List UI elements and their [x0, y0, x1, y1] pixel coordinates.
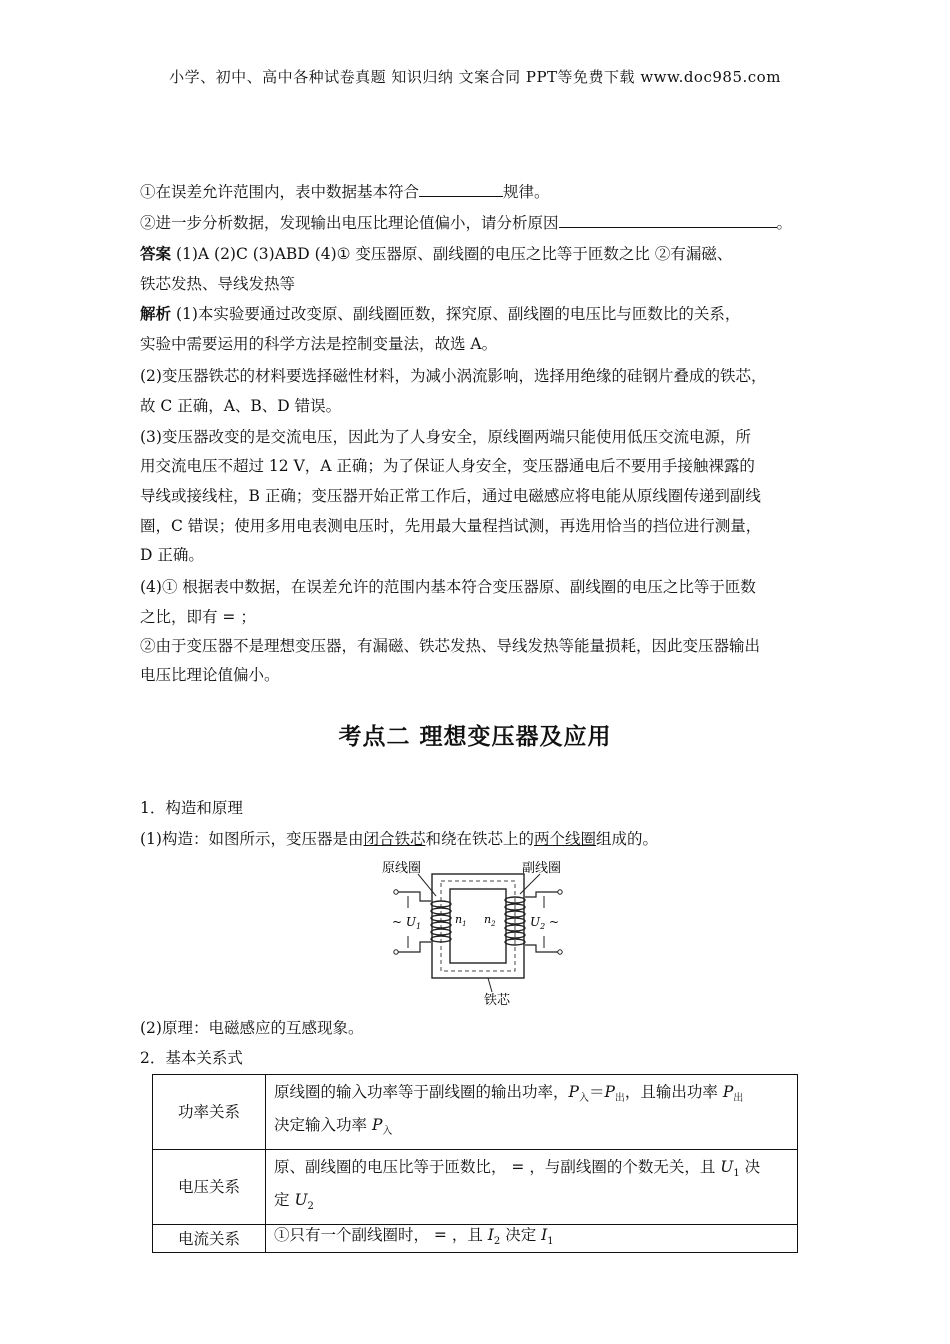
svg-text:n1 — [455, 913, 467, 928]
primary-coil — [431, 901, 451, 942]
analysis-line: 用交流电压不超过 12 V，A 正确；为了保证人身安全，变压器通电后不要用手接触裸露的 — [140, 457, 755, 475]
q2-tail: 。 — [776, 214, 793, 232]
core-inner — [450, 889, 506, 963]
analysis-label: 解析 — [140, 304, 172, 323]
table-key-current: 电流关系 — [153, 1225, 266, 1253]
q1-text: ①在误差允许范围内，表中数据基本符合 — [140, 183, 420, 201]
analysis-line-1 — [140, 302, 740, 324]
q1-tail: 规律。 — [503, 183, 550, 201]
q2-text: ②进一步分析数据，发现输出电压比理论值偏小，请分析原因 — [140, 214, 559, 232]
analysis-line: 圈，C 错误；使用多用电表测电压时，先用最大量程挡试测，再选用恰当的挡位进行测量， — [140, 517, 762, 535]
table-key-voltage: 电压关系 — [153, 1150, 266, 1225]
question-2 — [140, 211, 792, 233]
svg-text:~ U1 — [392, 915, 421, 931]
table-value-power: 原线圈的输入功率等于副线圈的输出功率，$P_入=P_出$，且输出功率 $P_出$ 决定输入功率 $P_入$ — [266, 1075, 798, 1150]
analysis-text: (1)本实验要通过改变原、副线圈匝数，探究原、副线圈的电压比与匝数比的关系， — [171, 305, 741, 323]
table-row — [153, 1225, 798, 1253]
table-value-voltage: 原、副线圈的电压比等于匝数比， = ，与副线圈的个数无关，且 $U_1$ 决 定 $U_2$ — [266, 1150, 798, 1225]
p1-text: 和绕在铁芯上的 — [425, 830, 534, 848]
primary-coil-label: 原线圈 — [382, 861, 422, 876]
secondary-coil-label: 副线圈 — [522, 861, 562, 876]
analysis-line: 之比，即有 = ； — [140, 608, 256, 626]
analysis-line: D 正确。 — [140, 546, 204, 564]
relations-table — [152, 1074, 798, 1253]
core-label: 铁芯 — [484, 993, 511, 1006]
answer-text: (1)A (2)C (3)ABD (4)① 变压器原、副线圈的电压之比等于匝数之比 ②有漏磁、 — [171, 245, 733, 263]
page-header: 小学、初中、高中各种试卷真题 知识归纳 文案合同 PPT等免费下载 www.doc985.com — [169, 68, 781, 86]
answer-label: 答案 — [140, 244, 172, 263]
svg-text:U2 ~ — [530, 915, 559, 931]
table-row — [153, 1150, 798, 1225]
answer-line-1 — [140, 242, 732, 264]
section-title: 考点二 理想变压器及应用 — [338, 723, 612, 750]
answer-line-2: 铁芯发热、导线发热等 — [140, 275, 296, 293]
p1-text: 组成的。 — [596, 830, 659, 848]
analysis-line: (3)变压器改变的是交流电压，因此为了人身安全，原线圈两端只能使用低压交流电源，所 — [140, 428, 751, 446]
answer-blank-1 — [419, 182, 503, 197]
closed-core-term: 闭合铁芯 — [363, 830, 426, 848]
table-value-current: ①只有一个副线圈时， = ，且 $I_2$ 决定 $I_1$ — [266, 1225, 798, 1253]
principle-paragraph: (2)原理：电磁感应的互感现象。 — [140, 1019, 364, 1037]
answer-blank-2 — [559, 213, 777, 228]
table-key-power: 功率关系 — [153, 1075, 266, 1150]
analysis-line: ②由于变压器不是理想变压器，有漏磁、铁芯发热、导线发热等能量损耗，因此变压器输出 — [140, 637, 761, 655]
flux-path — [441, 881, 515, 971]
n1-sub: 1 — [462, 920, 467, 928]
u2-label: U — [530, 915, 541, 929]
transformer-diagram — [380, 856, 580, 1006]
question-1 — [140, 180, 550, 202]
u1-sub: 1 — [415, 922, 422, 931]
table-row — [153, 1075, 798, 1150]
analysis-line: (2)变压器铁芯的材料要选择磁性材料，为减小涡流影响，选择用绝缘的硅钢片叠成的铁芯， — [140, 367, 767, 385]
subsection-heading-1: 1．构造和原理 — [140, 799, 243, 817]
two-coils-term: 两个线圈 — [534, 830, 597, 848]
svg-text:n2 — [484, 913, 496, 928]
p1-text: (1)构造：如图所示，变压器是由 — [140, 830, 364, 848]
analysis-line: 实验中需要运用的科学方法是控制变量法，故选 A。 — [140, 335, 498, 353]
u2-tilde: ~ — [545, 915, 560, 929]
analysis-line: 导线或接线柱，B 正确；变压器开始正常工作后，通过电磁感应将电能从原线圈传递到副线 — [140, 487, 761, 505]
transformer-figure — [380, 856, 580, 1010]
u2-sub: 2 — [540, 922, 546, 931]
n1-label: n — [455, 913, 463, 926]
construction-paragraph — [140, 827, 658, 849]
analysis-line: (4)① 根据表中数据，在误差允许的范围内基本符合变压器原、副线圈的电压之比等于匝数 — [140, 578, 756, 596]
n2-sub: 2 — [491, 920, 496, 928]
subsection-heading-2: 2．基本关系式 — [140, 1049, 243, 1067]
analysis-line: 故 C 正确，A、B、D 错误。 — [140, 397, 342, 415]
n2-label: n — [484, 913, 492, 926]
analysis-line: 电压比理论值偏小。 — [140, 666, 280, 684]
u1-label: ~ U — [392, 915, 416, 929]
